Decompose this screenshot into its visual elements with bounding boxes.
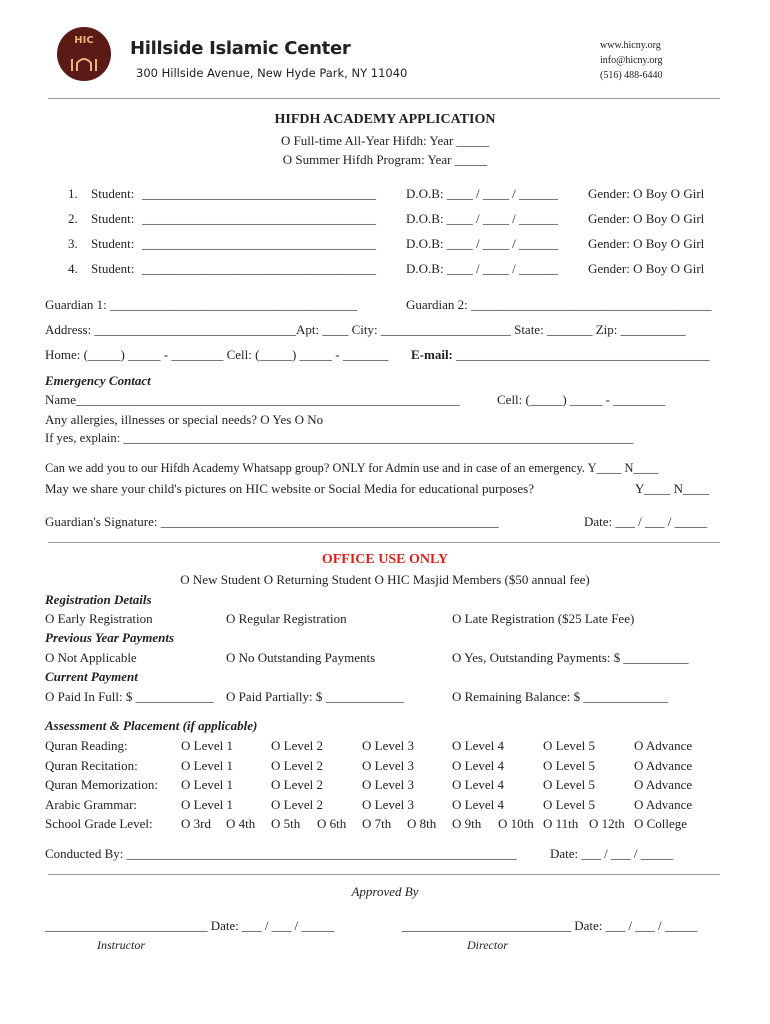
previous-title: Previous Year Payments (45, 630, 175, 645)
grade-option[interactable]: O 12th (589, 816, 625, 831)
divider (48, 542, 720, 543)
signature-date[interactable]: Date: ___ / ___ / _____ (584, 514, 708, 529)
grade-option[interactable]: O 8th (407, 816, 437, 831)
grade-option[interactable]: O 7th (362, 816, 392, 831)
prev-yes[interactable]: O Yes, Outstanding Payments: $ __________ (452, 650, 689, 665)
assessment-option[interactable]: O Level 5 (543, 738, 595, 753)
pictures-question: May we share your child's pictures on HIC website or Social Media for educational purposes? (45, 481, 534, 496)
form-title: HIFDH ACADEMY APPLICATION (274, 112, 496, 127)
cur-remaining[interactable]: O Remaining Balance: $ _____________ (452, 689, 668, 704)
assessment-option[interactable]: O Advance (634, 738, 693, 753)
assessment-option[interactable]: O Level 2 (271, 757, 323, 773)
explain-field[interactable]: If yes, explain: _________________________________________________________________________________ (45, 431, 634, 445)
student-line[interactable]: ____________________________________ (142, 261, 376, 276)
grade-option[interactable]: O 11th (543, 816, 579, 831)
mosque-icon (70, 51, 98, 71)
email: info@hicny.org (600, 55, 663, 66)
student-label: Student: (91, 211, 135, 226)
registration-title: Registration Details (45, 592, 152, 607)
dob-field[interactable]: D.O.B: ____ / ____ / ______ (406, 261, 559, 276)
email-field[interactable]: _______________________________________ (456, 347, 710, 362)
allergies-field[interactable]: Any allergies, illnesses or special needs? O Yes O No (45, 412, 324, 427)
phone-fields[interactable]: Home: (_____) _____ - ________ Cell: (_____) _____ - _______ (45, 347, 389, 362)
student-line[interactable]: ____________________________________ (142, 186, 376, 201)
office-title: OFFICE USE ONLY (321, 552, 449, 567)
assessment-label: Arabic Grammar: (45, 796, 138, 812)
director-signature[interactable]: __________________________ Date: ___ / ___ / _____ (402, 918, 698, 933)
emergency-cell-field[interactable]: Cell: (_____) _____ - ________ (497, 392, 666, 407)
student-label: Student: (91, 236, 135, 251)
student-num: 1. (68, 186, 78, 201)
assessment-option[interactable]: O Level 3 (362, 777, 414, 792)
dob-field[interactable]: D.O.B: ____ / ____ / ______ (406, 211, 559, 226)
reg-early[interactable]: O Early Registration (45, 611, 153, 626)
instructor-signature[interactable]: _________________________ Date: ___ / ___ / _____ (45, 918, 334, 933)
assessment-label: Quran Memorization: (45, 777, 158, 792)
assessment-option[interactable]: O Level 2 (271, 777, 323, 792)
reg-regular[interactable]: O Regular Registration (226, 611, 347, 626)
hic-logo (57, 27, 111, 81)
phone: (516) 488-6440 (600, 70, 663, 81)
student-label: Student: (91, 186, 135, 201)
grade-option[interactable]: O College (634, 816, 688, 831)
assessment-option[interactable]: O Level 4 (452, 738, 504, 753)
assessment-option[interactable]: O Level 5 (543, 777, 595, 792)
approved-by: Approved By (351, 884, 419, 899)
assessment-option[interactable]: O Level 5 (543, 757, 595, 773)
dob-field[interactable]: D.O.B: ____ / ____ / ______ (406, 186, 559, 201)
grade-option[interactable]: O 3rd (181, 816, 211, 831)
assessment-option[interactable]: O Level 1 (181, 777, 233, 792)
assessment-option[interactable]: O Advance (634, 757, 693, 773)
director-label: Director (467, 938, 508, 952)
assessment-option[interactable]: O Level 5 (543, 796, 595, 812)
student-num: 2. (68, 211, 78, 226)
grade-label: School Grade Level: (45, 816, 153, 831)
assessment-option[interactable]: O Level 3 (362, 757, 414, 773)
divider (48, 98, 720, 99)
assessment-option[interactable]: O Level 2 (271, 796, 323, 812)
assessment-option[interactable]: O Level 1 (181, 757, 233, 773)
cur-partial[interactable]: O Paid Partially: $ ____________ (226, 689, 404, 704)
assessment-option[interactable]: O Advance (634, 796, 693, 812)
assessment-option[interactable]: O Level 4 (452, 757, 504, 773)
pictures-yn[interactable]: Y____ N____ (635, 481, 710, 496)
gender-field[interactable]: Gender: O Boy O Girl (588, 236, 705, 251)
assessment-title: Assessment & Placement (if applicable) (45, 718, 258, 733)
assessment-option[interactable]: O Level 1 (181, 796, 233, 812)
assessment-option[interactable]: O Level 1 (181, 738, 233, 753)
website: www.hicny.org (600, 40, 661, 51)
email-label: E-mail: (411, 347, 453, 362)
gender-field[interactable]: Gender: O Boy O Girl (588, 186, 705, 201)
assessment-label: Quran Reading: (45, 738, 128, 753)
grade-option[interactable]: O 4th (226, 816, 256, 831)
org-name: Hillside Islamic Center (130, 38, 351, 59)
program-fulltime[interactable]: O Full-time All-Year Hifdh: Year _____ (280, 133, 490, 148)
dob-field[interactable]: D.O.B: ____ / ____ / ______ (406, 236, 559, 251)
grade-option[interactable]: O 9th (452, 816, 482, 831)
assessment-option[interactable]: O Level 3 (362, 738, 414, 753)
cur-full[interactable]: O Paid In Full: $ ____________ (45, 689, 214, 704)
org-address: 300 Hillside Avenue, New Hyde Park, NY 11040 (136, 66, 408, 80)
whatsapp-question[interactable]: Can we add you to our Hifdh Academy Whatsapp group? ONLY for Admin use and in case of an emergency. Y____ N____ (45, 461, 659, 475)
instructor-label: Instructor (97, 938, 145, 952)
address-field[interactable]: Address: _______________________________Apt: ____ City: ____________________ State: _______ Zip: __________ (45, 322, 686, 337)
divider (48, 874, 720, 875)
grade-option[interactable]: O 6th (317, 816, 347, 831)
assessment-option[interactable]: O Level 4 (452, 777, 504, 792)
prev-na[interactable]: O Not Applicable (45, 650, 137, 665)
current-title: Current Payment (45, 669, 138, 684)
student-line[interactable]: ____________________________________ (142, 211, 376, 226)
student-num: 4. (68, 261, 78, 276)
guardian1-field[interactable]: Guardian 1: ______________________________________ (45, 297, 357, 312)
assessment-option[interactable]: O Level 4 (452, 796, 504, 812)
conducted-field[interactable]: Conducted By: ____________________________________________________________ (45, 846, 517, 861)
student-line[interactable]: ____________________________________ (142, 236, 376, 251)
student-num: 3. (68, 236, 78, 251)
gender-field[interactable]: Gender: O Boy O Girl (588, 261, 705, 276)
emergency-title: Emergency Contact (45, 373, 151, 388)
prev-no[interactable]: O No Outstanding Payments (226, 650, 376, 665)
gender-field[interactable]: Gender: O Boy O Girl (588, 211, 705, 226)
signature-field[interactable]: Guardian's Signature: ____________________________________________________ (45, 514, 499, 529)
student-type[interactable]: O New Student O Returning Student O HIC Masjid Members ($50 annual fee) (180, 572, 590, 587)
grade-option[interactable]: O 10th (498, 816, 534, 831)
assessment-label: Quran Recitation: (45, 757, 138, 773)
guardian2-field[interactable]: Guardian 2: _____________________________________ (406, 297, 712, 312)
student-label: Student: (91, 261, 135, 276)
conducted-date[interactable]: Date: ___ / ___ / _____ (550, 846, 674, 861)
logo-text: HIC (74, 35, 94, 46)
grade-option[interactable]: O 5th (271, 816, 301, 831)
emergency-name-field[interactable]: Name___________________________________________________________ (45, 392, 460, 407)
assessment-option[interactable]: O Level 3 (362, 796, 414, 812)
assessment-option[interactable]: O Advance (634, 777, 693, 792)
program-summer[interactable]: O Summer Hifdh Program: Year _____ (282, 152, 488, 167)
assessment-option[interactable]: O Level 2 (271, 738, 323, 753)
reg-late[interactable]: O Late Registration ($25 Late Fee) (452, 611, 635, 626)
